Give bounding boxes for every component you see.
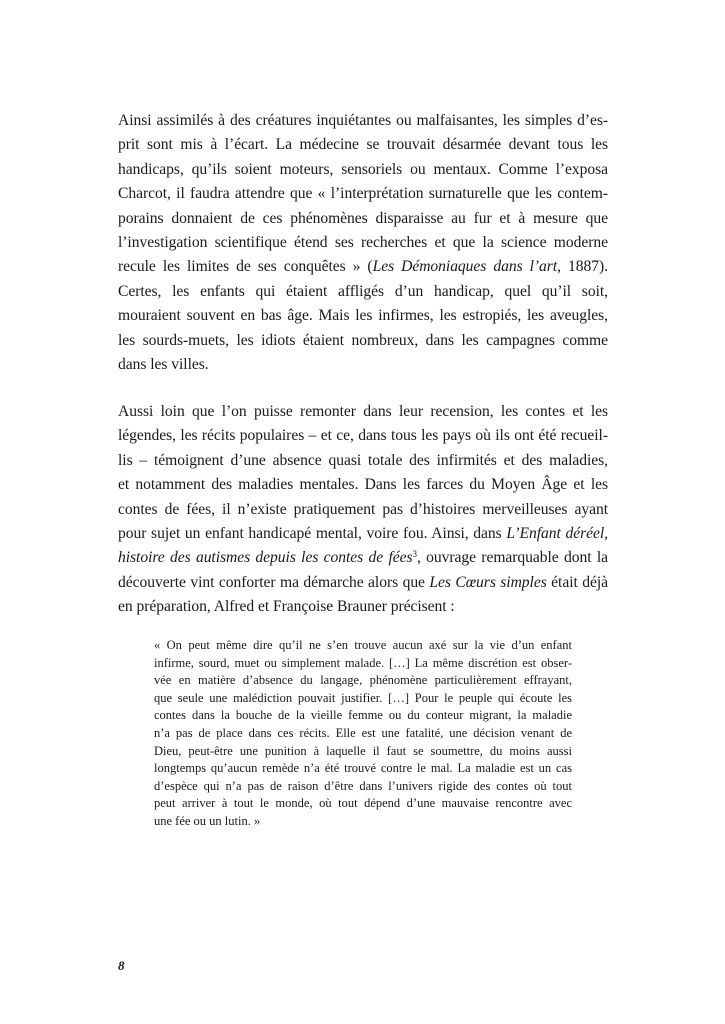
text-line: porains donnaient de ces phénomènes disparaisse au fur et à mesure que	[118, 209, 608, 227]
book-title: histoire des autismes depuis les contes de fées	[118, 549, 413, 567]
paragraph-1	[118, 109, 608, 377]
book-title: Les Cœurs simples	[429, 573, 547, 591]
quote-line: longtemps qu’aucun remède n’a été trouvé contre le mal. La maladie est un cas	[154, 761, 572, 776]
text-line: mouraient souvent en bas âge. Mais les infirmes, les estropiés, les aveugles,	[118, 307, 608, 325]
text-line: et notamment des maladies mentales. Dans les farces du Moyen Âge et les	[118, 476, 608, 494]
book-title: L’Enfant déréel,	[506, 524, 609, 542]
block-quote	[154, 637, 572, 831]
quote-line: infirme, sourd, muet ou simplement malade. […] La même discrétion est obser-	[154, 655, 572, 670]
text-line: handicaps, qu’ils soient moteurs, sensoriels ou mentaux. Comme l’exposa	[118, 160, 608, 178]
footnote-reference[interactable]: 3	[412, 549, 417, 560]
quote-line: n’a pas de place dans ces récits. Elle est une fatalité, une décision venant de	[154, 725, 572, 740]
quote-line: Dieu, peut-être une punition à laquelle il faut se soumettre, du moins aussi	[154, 743, 572, 758]
quote-line: une fée ou un lutin. »	[154, 813, 261, 828]
quote-line: contes dans la bouche de la vieille femme ou du conteur migrant, la maladie	[154, 708, 572, 723]
text-line: Aussi loin que l’on puisse remonter dans leur recension, les contes et les	[118, 403, 608, 420]
text-line	[118, 255, 608, 279]
quote-line: « On peut même dire qu’il ne s’en trouve aucun axé sur la vie d’un enfant	[154, 638, 572, 652]
text-line	[118, 571, 608, 595]
quote-line: vée en matière d’absence du langage, phénomène particulièrement effrayant,	[154, 673, 572, 688]
text-run: découverte vint conforter ma démarche alors que	[118, 573, 430, 591]
quote-line: d’espèce qui n’a pas de raison d’être dans l’univers rigide des contes où tout	[154, 778, 572, 793]
text-run: était déjà	[546, 573, 608, 591]
text-line: Certes, les enfants qui étaient affligés d’un handicap, quel qu’il soit,	[118, 282, 608, 300]
text-line: prit sont mis à l’écart. La médecine se trouvait désarmée devant tous les	[118, 136, 608, 154]
text-line: lis – témoignent d’une absence quasi totale des infirmités et des maladies,	[118, 451, 608, 469]
text-line	[118, 522, 608, 546]
text-line: les sourds-muets, les idiots étaient nombreux, dans les campagnes comme	[118, 331, 608, 349]
text-line: contes de fées, il n’existe pratiquement pas d’histoires merveilleuses ayant	[118, 500, 608, 518]
text-line: Charcot, il faudra attendre que « l’interprétation surnaturelle que les contem-	[118, 185, 608, 203]
text-run: , 1887).	[557, 258, 608, 276]
text-run: pour sujet un enfant handicapé mental, voire fou. Ainsi, dans	[118, 524, 507, 542]
text-run: recule les limites de ses conquêtes » (	[118, 258, 373, 276]
text-line: légendes, les récits populaires – et ce, dans tous les pays où ils ont été recueil-	[118, 427, 608, 445]
text-line: l’investigation scientifique étend ses recherches et que la science moderne	[118, 233, 608, 251]
text-line: en préparation, Alfred et Françoise Brauner précisent :	[118, 598, 455, 616]
quote-line: peut arriver à tout le monde, où tout dépend d’une mauvaise rencontre avec	[154, 796, 572, 811]
paragraph-2	[118, 400, 608, 620]
book-title: Les Démoniaques dans l’art	[372, 258, 558, 276]
text-line: Ainsi assimilés à des créatures inquiétantes ou malfaisantes, les simples d’es-	[118, 112, 608, 129]
page-number: 8	[118, 958, 125, 973]
text-line: dans les villes.	[118, 355, 209, 373]
text-run: , ouvrage remarquable dont la	[416, 549, 608, 567]
quote-line: que seule une malédiction pouvait justifier. […] Pour le peuple qui écoute les	[154, 690, 572, 705]
text-line	[118, 546, 608, 570]
